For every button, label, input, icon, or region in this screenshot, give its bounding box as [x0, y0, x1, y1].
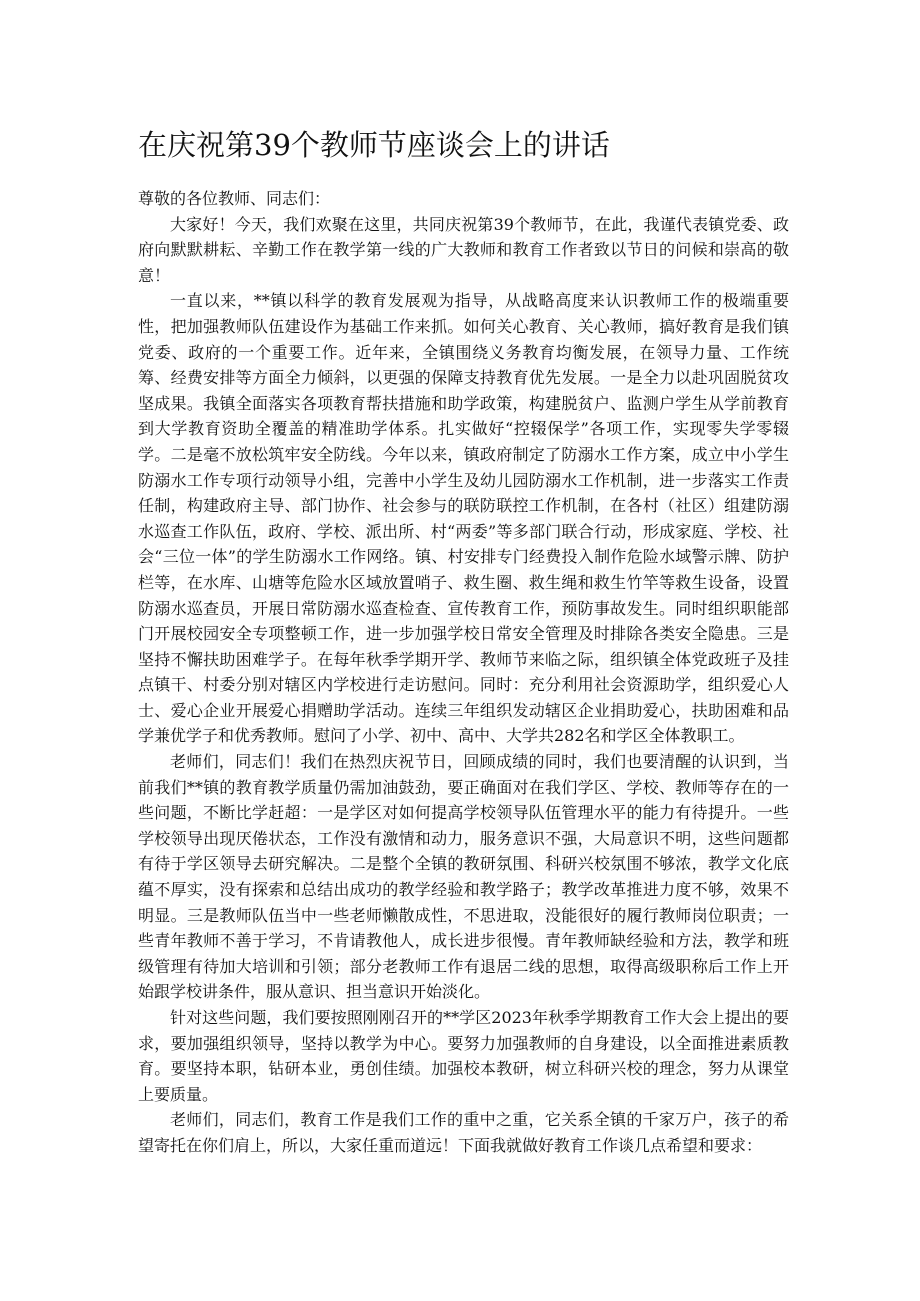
paragraph-greeting: 大家好！今天，我们欢聚在这里，共同庆祝第39个教师节，在此，我谨代表镇党委、政府向默默耕耘、辛勤工作在教学第一线的广大教师和教育工作者致以节日的问候和崇高的敬意！ [138, 214, 789, 285]
paragraph-requirements: 针对这些问题，我们要按照刚刚召开的**学区2023年秋季学期教育工作大会上提出的要求，要加强组织领导，坚持以教学为中心。要努力加强教师的自身建设，以全面推进素质教育。要坚持本职，钻研本业，勇创佳绩。加强校本教研，树立科研兴校的理念，努力从课堂上要质量。 [138, 1008, 789, 1104]
document-title: 在庆祝第39个教师节座谈会上的讲话 [138, 128, 610, 162]
salutation: 尊敬的各位教师、同志们： [138, 189, 331, 208]
document-page [138, 118, 789, 1159]
paragraph-closing: 老师们，同志们，教育工作是我们工作的重中之重，它关系全镇的千家万户，孩子的希望寄托在你们肩上，所以，大家任重而道远！下面我就做好教育工作谈几点希望和要求： [138, 1110, 789, 1155]
paragraph-problems: 老师们，同志们！我们在热烈庆祝节日，回顾成绩的同时，我们也要清醒的认识到，当前我们**镇的教育教学质量仍需加油鼓劲，要正确面对在我们学区、学校、教师等存在的一些问题，不断比学赶超：一是学区对如何提高学校领导队伍管理水平的能力有待提升。一些学校领导出现厌倦状态，工作没有激情和动力，服务意识不强，大局意识不明，这些问题都有待于学区领导去研究解决。二是整个全镇的教研氛围、科研兴校氛围不够浓，教学文化底蕴不厚实，没有探索和总结出成功的教学经验和教学路子；教学改革推进力度不够，效果不明显。三是教师队伍当中一些老师懒散成性，不思进取，没能很好的履行教师岗位职责；一些青年教师不善于学习，不肯请教他人，成长进步很慢。青年教师缺经验和方法，教学和班级管理有待加大培训和引领；部分老教师工作有退居二线的思想，取得高级职称后工作上开始跟学校讲条件，服从意识、担当意识开始淡化。 [138, 752, 789, 1002]
paragraph-achievements: 一直以来，**镇以科学的教育发展观为指导，从战略高度来认识教师工作的极端重要性，把加强教师队伍建设作为基础工作来抓。如何关心教育、关心教师，搞好教育是我们镇党委、政府的一个重要工作。近年来，全镇围绕义务教育均衡发展，在领导力量、工作统筹、经费安排等方面全力倾斜，以更强的保障支持教育优先发展。一是全力以赴巩固脱贫攻坚成果。我镇全面落实各项教育帮扶措施和助学政策，构建脱贫户、监测户学生从学前教育到大学教育资助全覆盖的精准助学体系。扎实做好“控辍保学”各项工作，实现零失学零辍学。二是毫不放松筑牢安全防线。今年以来，镇政府制定了防溺水工作方案，成立中小学生防溺水工作专项行动领导小组，完善中小学生及幼儿园防溺水工作机制，进一步落实工作责任制，构建政府主导、部门协作、社会参与的联防联控工作机制，在各村（社区）组建防溺水巡查工作队伍，政府、学校、派出所、村“两委”等多部门联合行动，形成家庭、学校、社会“三位一体”的学生防溺水工作网络。镇、村安排专门经费投入制作危险水域警示牌、防护栏等，在水库、山塘等危险水区域放置哨子、救生圈、救生绳和救生竹竿等救生设备，设置防溺水巡查员，开展日常防溺水巡查检查、宣传教育工作，预防事故发生。同时组织职能部门开展校园安全专项整顿工作，进一步加强学校日常安全管理及时排除各类安全隐患。三是坚持不懈扶助困难学子。在每年秋季学期开学、教师节来临之际，组织镇全体党政班子及挂点镇干、村委分别对辖区内学校进行走访慰问。同时：充分利用社会资源助学，组织爱心人士、爱心企业开展爱心捐赠助学活动。连续三年组织发动辖区企业捐助爱心，扶助困难和品学兼优学子和优秀教师。慰问了小学、初中、高中、大学共282名和学区全体教职工。 [138, 291, 789, 746]
